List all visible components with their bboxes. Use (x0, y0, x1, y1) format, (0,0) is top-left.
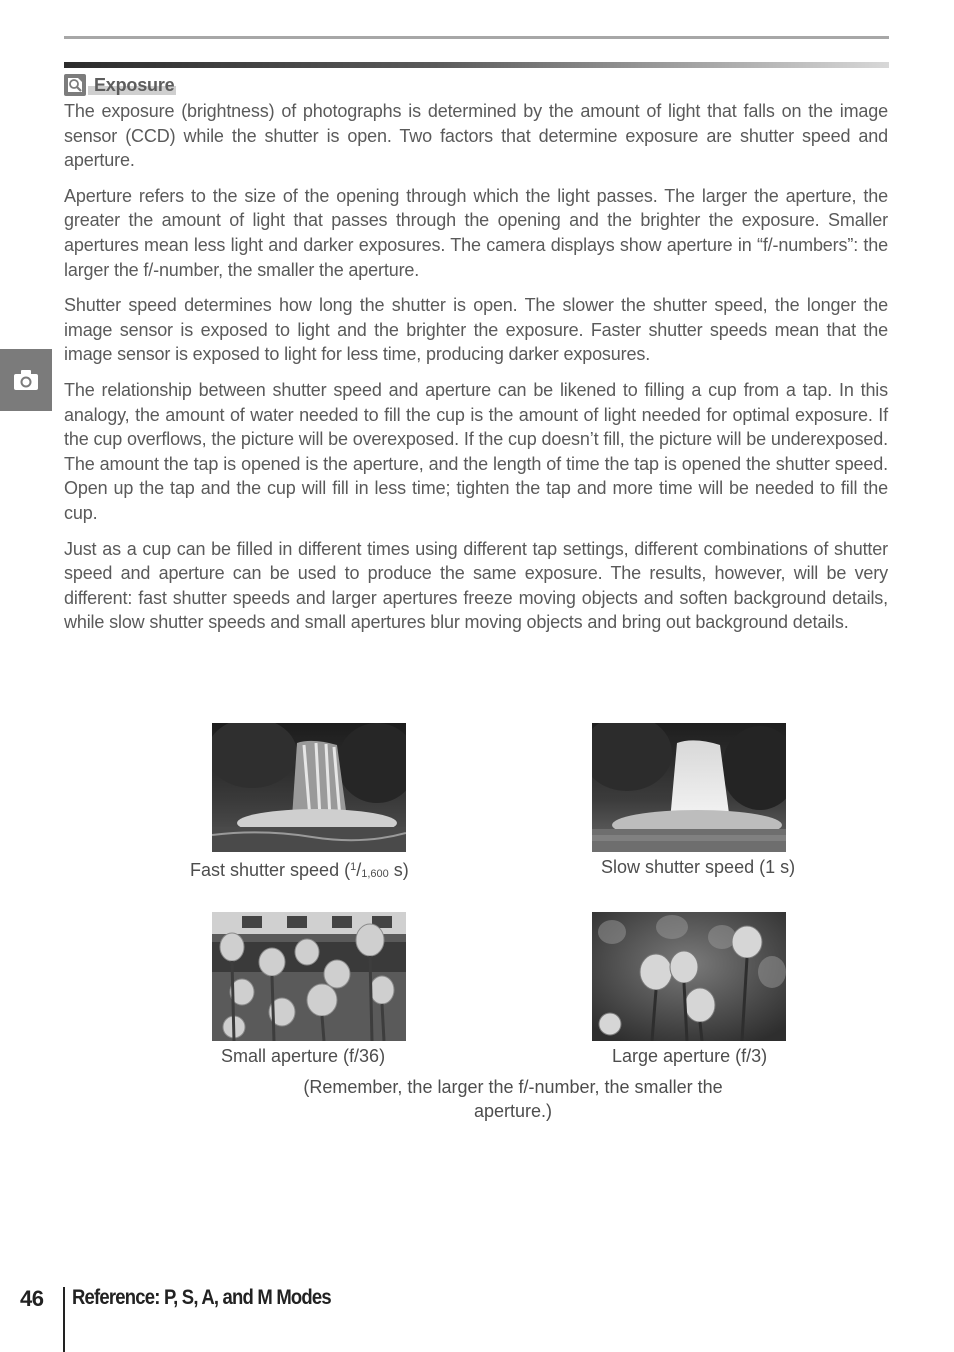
photo-tulips-large-aperture (592, 912, 786, 1041)
caption-large-aperture: Large aperture (f/3) (612, 1046, 768, 1066)
f-number-reminder: (Remember, the larger the f/-number, the smaller the aperture.) (303, 1077, 723, 1121)
chapter-tab[interactable] (0, 349, 52, 411)
section-heading (64, 74, 176, 96)
header-gradient-bar (64, 62, 889, 68)
page-number: 46 (20, 1286, 44, 1311)
paragraph-exposure: The exposure (brightness) of photographs is determined by the amount of light that falls on the image sensor (CCD) while the shutter is open. Two factors that determine exposure are shutter speed and aperture. (64, 101, 888, 171)
section-title: Exposure (88, 74, 176, 96)
note-magnifier-icon (64, 74, 86, 96)
camera-icon (13, 369, 39, 391)
chapter-title: Reference: P, S, A, and M Modes (72, 1286, 331, 1309)
caption-fast-shutter: Fast shutter speed ($^1/_{1,600}$ s) (190, 860, 409, 880)
footer-divider (63, 1287, 65, 1352)
paragraph-cup-analogy: The relationship between shutter speed and aperture can be likened to filling a cup from a tap. In this analogy, the amount of water needed to fill the cup is the amount of light needed for optimal exposure. If the cup overflows, the picture will be overexposed. If the cup doesn’t fill, the picture will be underexposed. The amount the tap is opened is the aperture, and the length of time the tap is opened the shutter speed. Open up the tap and the cup will fill in less time; tighten the tap and more time will be needed to fill the cup. (64, 379, 888, 523)
paragraph-combinations: Just as a cup can be filled in different times using different tap settings, different combinations of shutter speed and aperture can be used to produce the same exposure. The results, however, will be very different: fast shutter speeds and larger apertures freeze moving objects and soften background details, while slow shutter speeds and small apertures blur moving objects and bring out background details. (64, 538, 888, 633)
caption-slow-shutter: Slow shutter speed (1 s) (601, 857, 796, 877)
body-text (64, 99, 888, 646)
paragraph-shutter-speed: Shutter speed determines how long the shutter is open. The slower the shutter speed, the longer the image sensor is exposed to light and the brighter the exposure. Faster shutter speeds mean that the image sensor is exposed to light for less time, producing darker exposures. (64, 295, 888, 365)
paragraph-aperture: Aperture refers to the size of the opening through which the light passes. The larger the aperture, the greater the amount of light that passes through the opening and the brighter the exposure. Smaller apertures mean less light and darker exposures. The camera displays show aperture in “f/-numbers”: the larger the f/-number, the smaller the aperture. (64, 185, 888, 280)
photo-waterfall-slow-shutter (592, 723, 786, 852)
caption-small-aperture: Small aperture (f/36) (221, 1046, 386, 1066)
photo-tulips-small-aperture (212, 912, 406, 1041)
photo-waterfall-fast-shutter (212, 723, 406, 852)
header-rule (64, 36, 889, 39)
